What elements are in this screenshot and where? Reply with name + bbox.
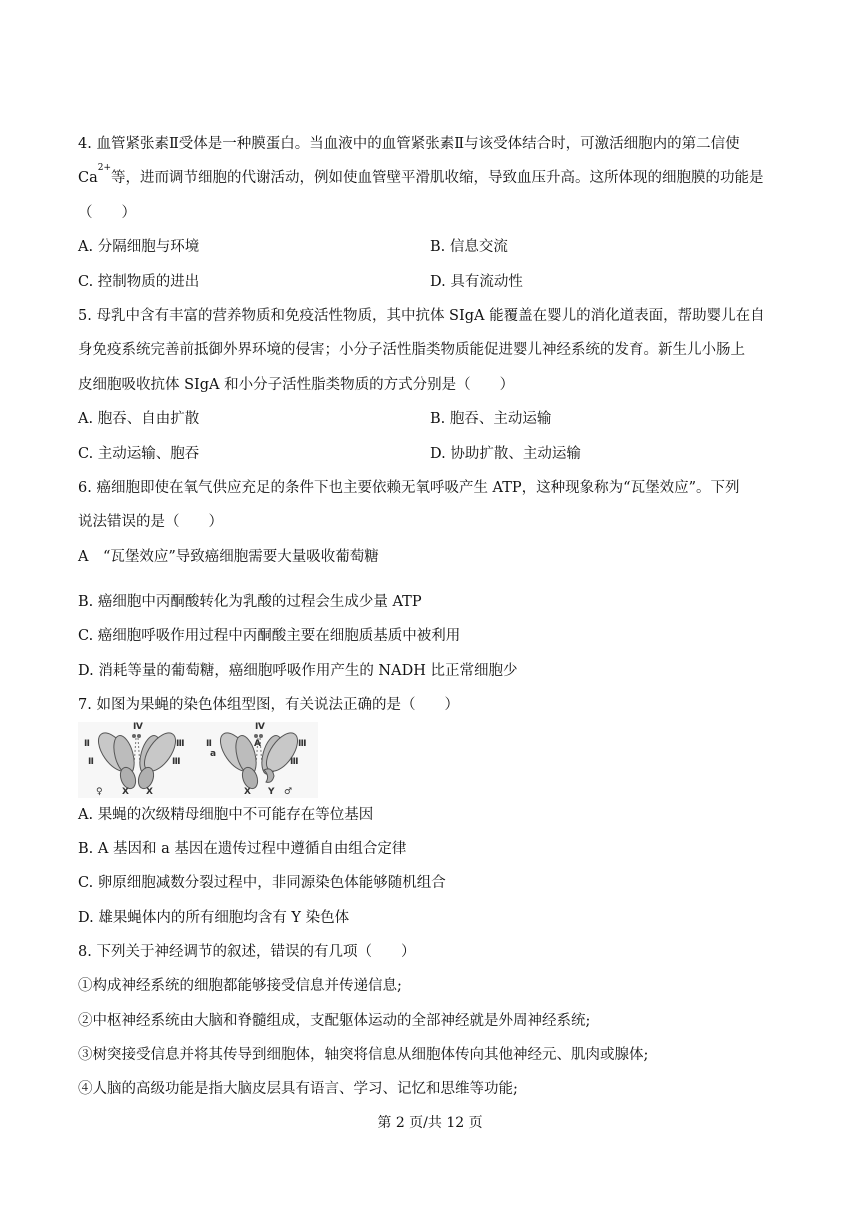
q4-stem-line2: [78, 163, 790, 188]
label-male-symbol: ♂: [284, 787, 293, 797]
q4-option-d[interactable]: D. 具有流动性: [430, 274, 523, 290]
label-iii-right: Ⅲ: [298, 739, 307, 749]
q8-item-1: ①构成神经系统的细胞都能够接受信息并传递信息;: [78, 978, 402, 994]
q5-stem-line1: 5. 母乳中含有丰富的营养物质和免疫活性物质，其中抗体 SIgA 能覆盖在婴儿的消化道表面，帮助婴儿在自: [78, 308, 765, 324]
q7-option-b[interactable]: B. A 基因和 a 基因在遗传过程中遵循自由组合定律: [78, 841, 407, 857]
label-iii-left-lower: Ⅲ: [172, 757, 181, 767]
label-iii-right-lower: Ⅲ: [290, 757, 299, 767]
q5-option-c[interactable]: C. 主动运输、胞吞: [78, 446, 200, 462]
label-ii-left-lower: Ⅱ: [88, 757, 94, 767]
karyotype-diagram: [78, 722, 318, 798]
q8-item-4: ④人脑的高级功能是指大脑皮层具有语言、学习、记忆和思维等功能;: [78, 1081, 518, 1097]
q6-option-c[interactable]: C. 癌细胞呼吸作用过程中丙酮酸主要在细胞质基质中被利用: [78, 628, 461, 644]
page-number-footer: 第 2 页/共 12 页: [377, 1115, 483, 1131]
q7-option-c[interactable]: C. 卵原细胞减数分裂过程中，非同源染色体能够随机组合: [78, 875, 446, 891]
label-iv-left: Ⅳ: [133, 722, 143, 732]
label-y-right: Y: [268, 787, 275, 797]
q4-option-c[interactable]: C. 控制物质的进出: [78, 274, 200, 290]
label-x-right: X: [244, 787, 251, 797]
q4-ca-charge: 2+: [97, 163, 112, 174]
q5-option-b[interactable]: B. 胞吞、主动运输: [430, 411, 552, 427]
q4-stem-line3: （ ）: [78, 205, 136, 221]
q6-option-b[interactable]: B. 癌细胞中丙酮酸转化为乳酸的过程会生成少量 ATP: [78, 594, 422, 610]
q6-stem-line2: 说法错误的是（ ）: [78, 514, 223, 530]
q6-option-d[interactable]: D. 消耗等量的葡萄糖，癌细胞呼吸作用产生的 NADH 比正常细胞少: [78, 663, 518, 679]
label-female-symbol: ♀: [96, 787, 103, 797]
label-gene-a-upper: A: [254, 739, 261, 749]
label-ii-right: Ⅱ: [206, 739, 212, 749]
q7-option-d[interactable]: D. 雄果蝇体内的所有细胞均含有 Y 染色体: [78, 910, 350, 926]
q5-stem-line3: 皮细胞吸收抗体 SIgA 和小分子活性脂类物质的方式分别是（ ）: [78, 377, 515, 393]
label-iii-left: Ⅲ: [176, 739, 185, 749]
q4-option-a[interactable]: A. 分隔细胞与环境: [78, 239, 200, 255]
label-ii-left: Ⅱ: [84, 739, 90, 749]
q5-option-d[interactable]: D. 协助扩散、主动运输: [430, 446, 581, 462]
q7-stem: 7. 如图为果蝇的染色体组型图，有关说法正确的是（ ）: [78, 697, 459, 713]
q4-stem-line1: 4. 血管紧张素Ⅱ受体是一种膜蛋白。当血液中的血管紧张素Ⅱ与该受体结合时，可激活细胞内的第二信使: [78, 136, 740, 152]
q8-stem: 8. 下列关于神经调节的叙述，错误的有几项（ ）: [78, 944, 416, 960]
q4-option-b[interactable]: B. 信息交流: [430, 239, 508, 255]
q5-stem-line2: 身免疫系统完善前抵御外界环境的侵害；小分子活性脂类物质能促进婴儿神经系统的发育。新生儿小肠上: [78, 342, 745, 358]
label-iv-right: Ⅳ: [255, 722, 265, 732]
label-x-left-b: X: [146, 787, 153, 797]
q4-ca-text: Ca: [78, 170, 98, 186]
q5-option-a[interactable]: A. 胞吞、自由扩散: [78, 411, 200, 427]
chromosome-iv-left-a: [132, 734, 136, 738]
q8-item-3: ③树突接受信息并将其传导到细胞体，轴突将信息从细胞体传向其他神经元、肌肉或腺体;: [78, 1047, 649, 1063]
q4-stem-line2-rest: 等，进而调节细胞的代谢活动，例如使血管壁平滑肌收缩，导致血压升高。这所体现的细胞膜的功能是: [111, 170, 764, 186]
chromosome-iv-left-b: [137, 734, 141, 738]
q6-stem-line1: 6. 癌细胞即使在氧气供应充足的条件下也主要依赖无氧呼吸产生 ATP，这种现象称为“瓦堡效应”。下列: [78, 480, 740, 496]
q8-item-2: ②中枢神经系统由大脑和脊髓组成，支配躯体运动的全部神经就是外周神经系统;: [78, 1013, 591, 1029]
label-gene-a-lower: a: [210, 749, 217, 759]
q6-option-a[interactable]: A “瓦堡效应”导致癌细胞需要大量吸收葡萄糖: [78, 549, 379, 565]
chromosome-iv-right-b: [259, 734, 263, 738]
label-x-left-a: X: [122, 787, 129, 797]
chromosome-iv-right-a: [254, 734, 258, 738]
q7-option-a[interactable]: A. 果蝇的次级精母细胞中不可能存在等位基因: [78, 807, 374, 823]
